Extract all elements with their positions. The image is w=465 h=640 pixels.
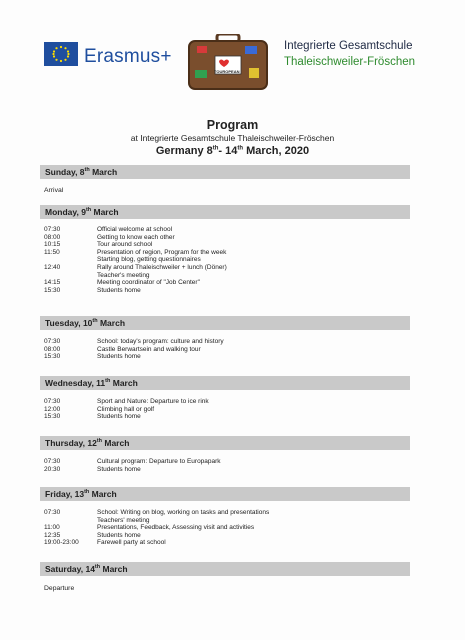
day-header-monday: Monday, 9th March [40,205,410,219]
schedule-row: 12:40 Rally around Thaleischweiler + lunch (Döner) [44,263,227,271]
schedule-row: 19:00-23:00 Farewell party at school [44,539,166,547]
schedule-row: 20:30 Students home [44,465,141,473]
schedule-friday [44,509,404,547]
schedule-row: 11:50 Presentation of region, Program for the week [44,248,227,256]
eu-flag-icon [44,42,78,66]
schedule-row: 12:35 Students home [44,531,141,539]
schedule-row: 07:30 School: today's program: culture and history [44,338,224,345]
page-title: Program [206,118,259,132]
schedule-row: 15:30 Students home [44,413,141,421]
schedule-row: Teacher's meeting [97,271,150,279]
program-dates: Germany 8th- 14th March, 2020 [155,145,310,157]
school-name-line2: Thaleischweiler-Fröschen [284,56,416,68]
schedule-tuesday [44,338,404,361]
day-header-tuesday: Tuesday, 10th March [40,316,410,330]
schedule-row: 07:30 Cultural program: Departure to Europapark [44,458,221,465]
schedule-row: 12:00 Climbing hall or golf [44,405,155,413]
schedule-row: 15:30 Students home [44,286,141,294]
day-header-saturday: Saturday, 14th March [40,562,410,576]
day-header-friday: Friday, 13th March [40,487,410,501]
school-name-line1: Integrierte Gesamtschule [284,40,413,52]
schedule-thursday [44,458,404,473]
day-header-sunday: Sunday, 8th March [40,165,410,179]
schedule-monday [44,226,404,294]
schedule-row: 08:00 Getting to know each other [44,233,175,241]
schedule-row: Teachers' meeting [97,516,150,524]
erasmus-logo-text: Erasmus+ [84,46,172,67]
schedule-row: 07:30 School: Writing on blog, working on tasks and presentations [44,509,270,516]
day-header-wednesday: Wednesday, 11th March [40,376,410,390]
schedule-wednesday [44,398,404,421]
schedule-row: 08:00 Castle Berwartsein and walking tour [44,345,201,353]
suitcase-logo-icon [187,34,269,92]
schedule-row: 11:00 Presentations, Feedback, Assessing visit and activities [44,524,255,532]
schedule-row: Starting blog, getting questionnaires [97,256,201,264]
schedule-row: 07:30 Sport and Nature: Departure to ice rink [44,398,209,405]
page-subtitle: at Integrierte Gesamtschule Thaleischweiler-Fröschen [130,133,335,143]
sticker-label: TOUROPEAN [214,69,240,74]
day-header-thursday: Thursday, 12th March [40,436,410,450]
schedule-row: 14:15 Meeting coordinator of "Job Center" [44,279,200,287]
schedule-row: 15:30 Students home [44,353,141,361]
day-note-saturday: Departure [44,585,75,592]
day-note-sunday: Arrival [44,187,64,194]
schedule-row: 07:30 Official welcome at school [44,226,173,233]
schedule-row: 10:15 Tour around school [44,241,153,249]
